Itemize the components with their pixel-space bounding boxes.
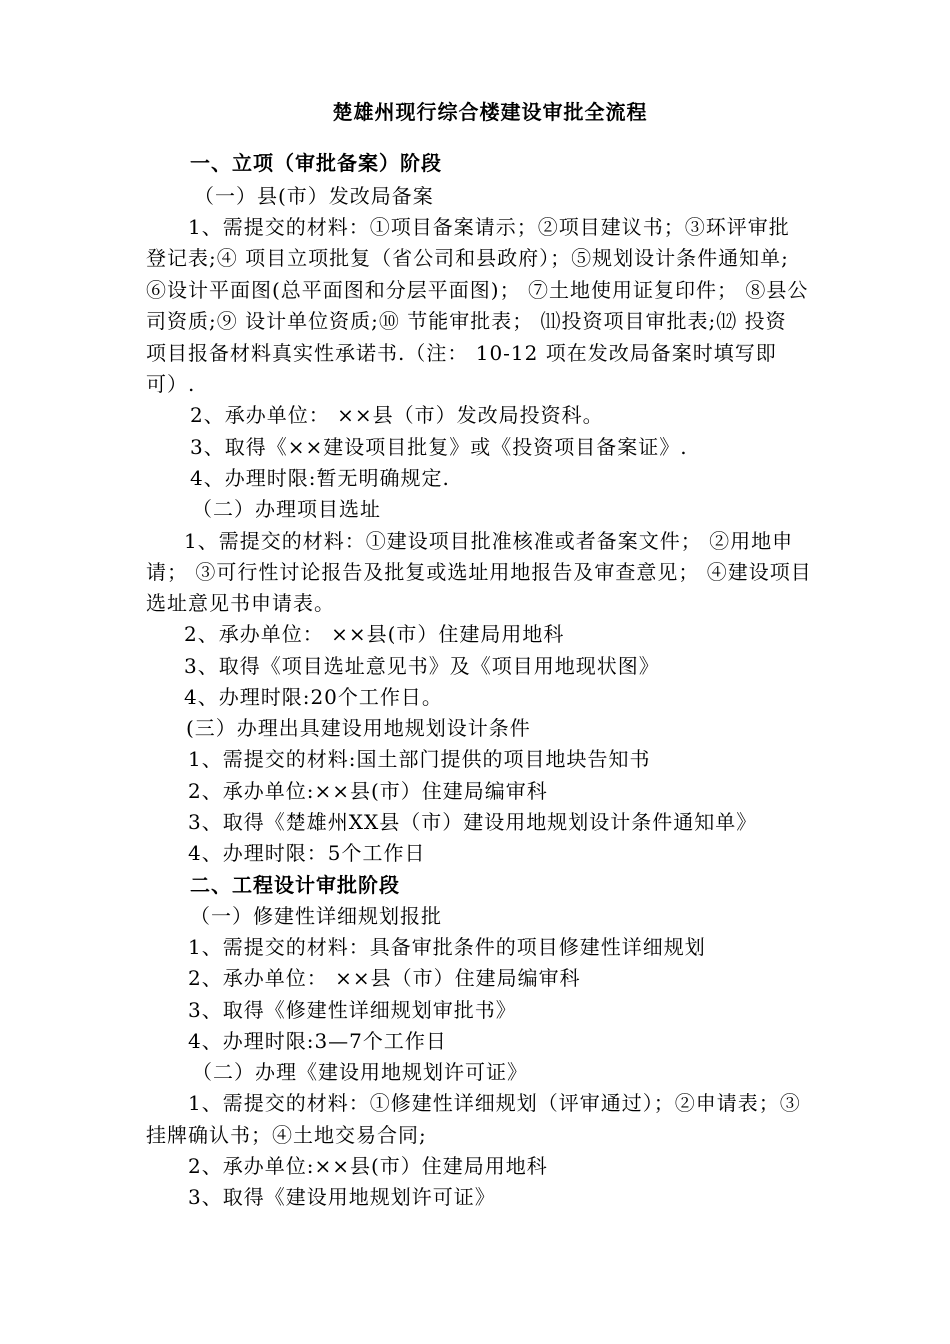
- paragraph-line: 司资质;⑨ 设计单位资质;⑩ 节能审批表； ⑾投资项目审批表;⑿ 投资: [146, 309, 787, 333]
- subsection-heading: （二）办理项目选址: [192, 497, 381, 521]
- paragraph-line: 4、办理时限:20个工作日。: [184, 685, 443, 709]
- paragraph-line: 3、取得《项目选址意见书》及《项目用地现状图》: [184, 654, 660, 678]
- paragraph-line: 登记表;④ 项目立项批复（省公司和县政府）；⑤规划设计条件通知单;: [146, 246, 789, 270]
- paragraph-line: 2、承办单位： ××县（市）住建局编审科: [188, 966, 581, 990]
- paragraph-line: 3、取得《修建性详细规划审批书》: [188, 998, 517, 1022]
- paragraph-line: 挂牌确认书；④土地交易合同;: [146, 1123, 427, 1147]
- subsection-heading: (三）办理出具建设用地规划设计条件: [186, 716, 531, 740]
- subsection-heading: （二）办理《建设用地规划许可证》: [192, 1060, 528, 1084]
- paragraph-line: 2、承办单位:××县(市）住建局用地科: [188, 1154, 548, 1178]
- paragraph-line: 项目报备材料真实性承诺书.（注： 10-12 项在发改局备案时填写即: [146, 341, 777, 365]
- document-title: 楚雄州现行综合楼建设审批全流程: [332, 100, 648, 124]
- paragraph-line: 3、取得《××建设项目批复》或《投资项目备案证》.: [190, 435, 688, 459]
- paragraph-line: 1、需提交的材料:国土部门提供的项目地块告知书: [188, 747, 651, 771]
- paragraph-line: 4、办理时限:暂无明确规定.: [190, 466, 450, 490]
- subsection-heading: （一）县(市）发改局备案: [194, 184, 434, 208]
- paragraph-line: ⑥设计平面图(总平面图和分层平面图)； ⑦土地使用证复印件； ⑧县公: [146, 278, 809, 302]
- paragraph-line: 2、承办单位:××县(市）住建局编审科: [188, 779, 548, 803]
- paragraph-line: 4、办理时限:3—7个工作日: [188, 1029, 447, 1053]
- paragraph-line: 1、需提交的材料：具备审批条件的项目修建性详细规划: [188, 935, 706, 959]
- section-heading-1: 一、立项（审批备案）阶段: [190, 151, 442, 175]
- paragraph-line: 4、办理时限：5个工作日: [188, 841, 426, 865]
- paragraph-line: 可）.: [146, 372, 196, 396]
- paragraph-line: 3、取得《建设用地规划许可证》: [188, 1185, 496, 1209]
- paragraph-line: 2、承办单位： ××县（市）发改局投资科。: [190, 403, 604, 427]
- paragraph-line: 请； ③可行性讨论报告及批复或选址用地报告及审查意见； ④建设项目: [146, 560, 812, 584]
- paragraph-line: 1、需提交的材料：①建设项目批准核准或者备案文件； ②用地申: [184, 529, 794, 553]
- paragraph-line: 3、取得《楚雄州XX县（市）建设用地规划设计条件通知单》: [188, 810, 758, 834]
- paragraph-line: 1、需提交的材料：①项目备案请示；②项目建议书；③环评审批: [188, 215, 790, 239]
- paragraph-line: 1、需提交的材料：①修建性详细规划（评审通过）；②申请表；③: [188, 1091, 801, 1115]
- paragraph-line: 选址意见书申请表。: [146, 591, 335, 615]
- section-heading-2: 二、工程设计审批阶段: [190, 873, 400, 897]
- paragraph-line: 2、承办单位： ××县(市）住建局用地科: [184, 622, 565, 646]
- subsection-heading: （一）修建性详细规划报批: [190, 904, 442, 928]
